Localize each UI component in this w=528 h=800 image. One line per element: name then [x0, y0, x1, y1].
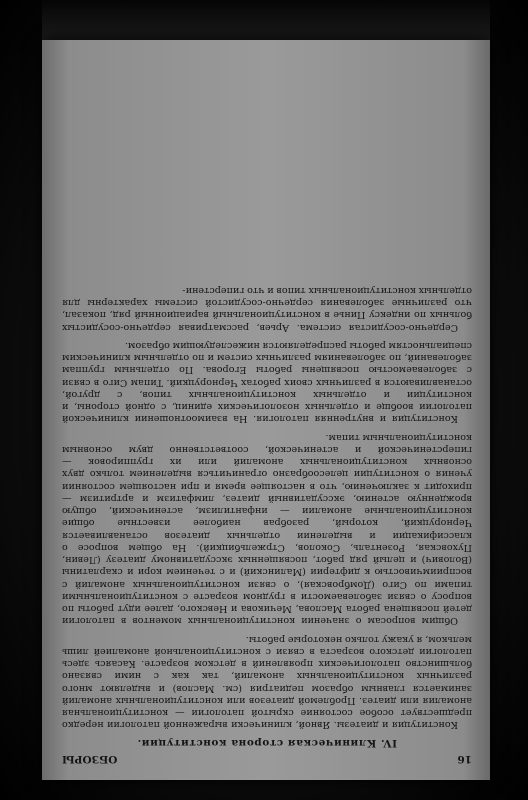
page-content-rotated [62, 50, 472, 765]
page-number: 16 [457, 753, 472, 765]
paragraph-cardiovascular: Сердечно-сосудистая система. Арьев, рассматривая сердечно-сосудистых больных по индексу Пинье в конституциональный вариационный ряд, показал, что различные заболевания сердечно-сосудистой системы характерны для отдельных конституциональных типов и что гиперстени- [62, 285, 472, 333]
section-label: ОБЗОРЫ [62, 753, 118, 765]
paragraph-internal-pathology: Конституция и внутренняя патология. На взаимоотношении клинической патологии вообще и отдельных нозологических единиц, с одной стороны, и конституции и отдельных конституциональных типов, с другой, останавливаются в различных своих работах Черноруцкий. Типам Сиго в связи с заболеваемостью посвящены работы Егорова. По отдельным группам заболеваний, по заболеваниям различных систем и по отдельным клиническим специальностям работы распределяются нижеследующим образом. [62, 340, 472, 425]
running-head [62, 753, 472, 765]
paragraph-general-questions: Общим вопросам о значении конституциональных моментов в патологии детей посвящена работа Маслова, Мечикова и Невского, далее идут работы по вопросу о связи заболеваемости в грудном возрасте с конституциональными типами по Сиго (Домбровская), о связи конституциональных аномалий с восприимчивостью к дифтерии (Малинский) и с течением кори и скарлатины (Волович) и целый ряд работ, посвященных экссудативному диатезу (Левин, Пуховская, Розенталь, Соколов, Стржельбицкий). На общем вопросе о классификации и выделении отдельных диатезов останавливается Черноруцкий, который, разобрав наиболее известные общие конституциональные аномалии — инфантилизм, астенический, общую врожденную астению, экссудативный диатез, лимфатизм и артритизм — приходит к заключению, что в настоящее время и при настоящем состоянии учения о конституции целесообразно ограничиться выделением только двух основных конституциональных аномалий или их группировок — гиперстенической и астенической, соответственно двум основным конституциональным типам. [62, 431, 472, 627]
binding-shadow [42, 0, 490, 40]
section-title: IV. Клиническая сторона конституции. [137, 736, 397, 749]
book-page [42, 40, 490, 780]
paragraph-constitution-diatheses: Конституция и диатезы. Явной, клинически выраженной патологии нередко предшествует особое состояние скрытой патологии — конституциональная аномалия или диатез. Проблемой диатезов или конституциональных аномалий занимается главным образом педиатрия (см. Маслов) и выделяют много различных конституциональных аномалий, так как с ними связано большинство патологических проявлений в детском возрасте. Касаясь здесь патологии детского возраста в связи с конституциональной аномалией лишь мельком, я укажу только некоторые работы. [62, 633, 472, 731]
